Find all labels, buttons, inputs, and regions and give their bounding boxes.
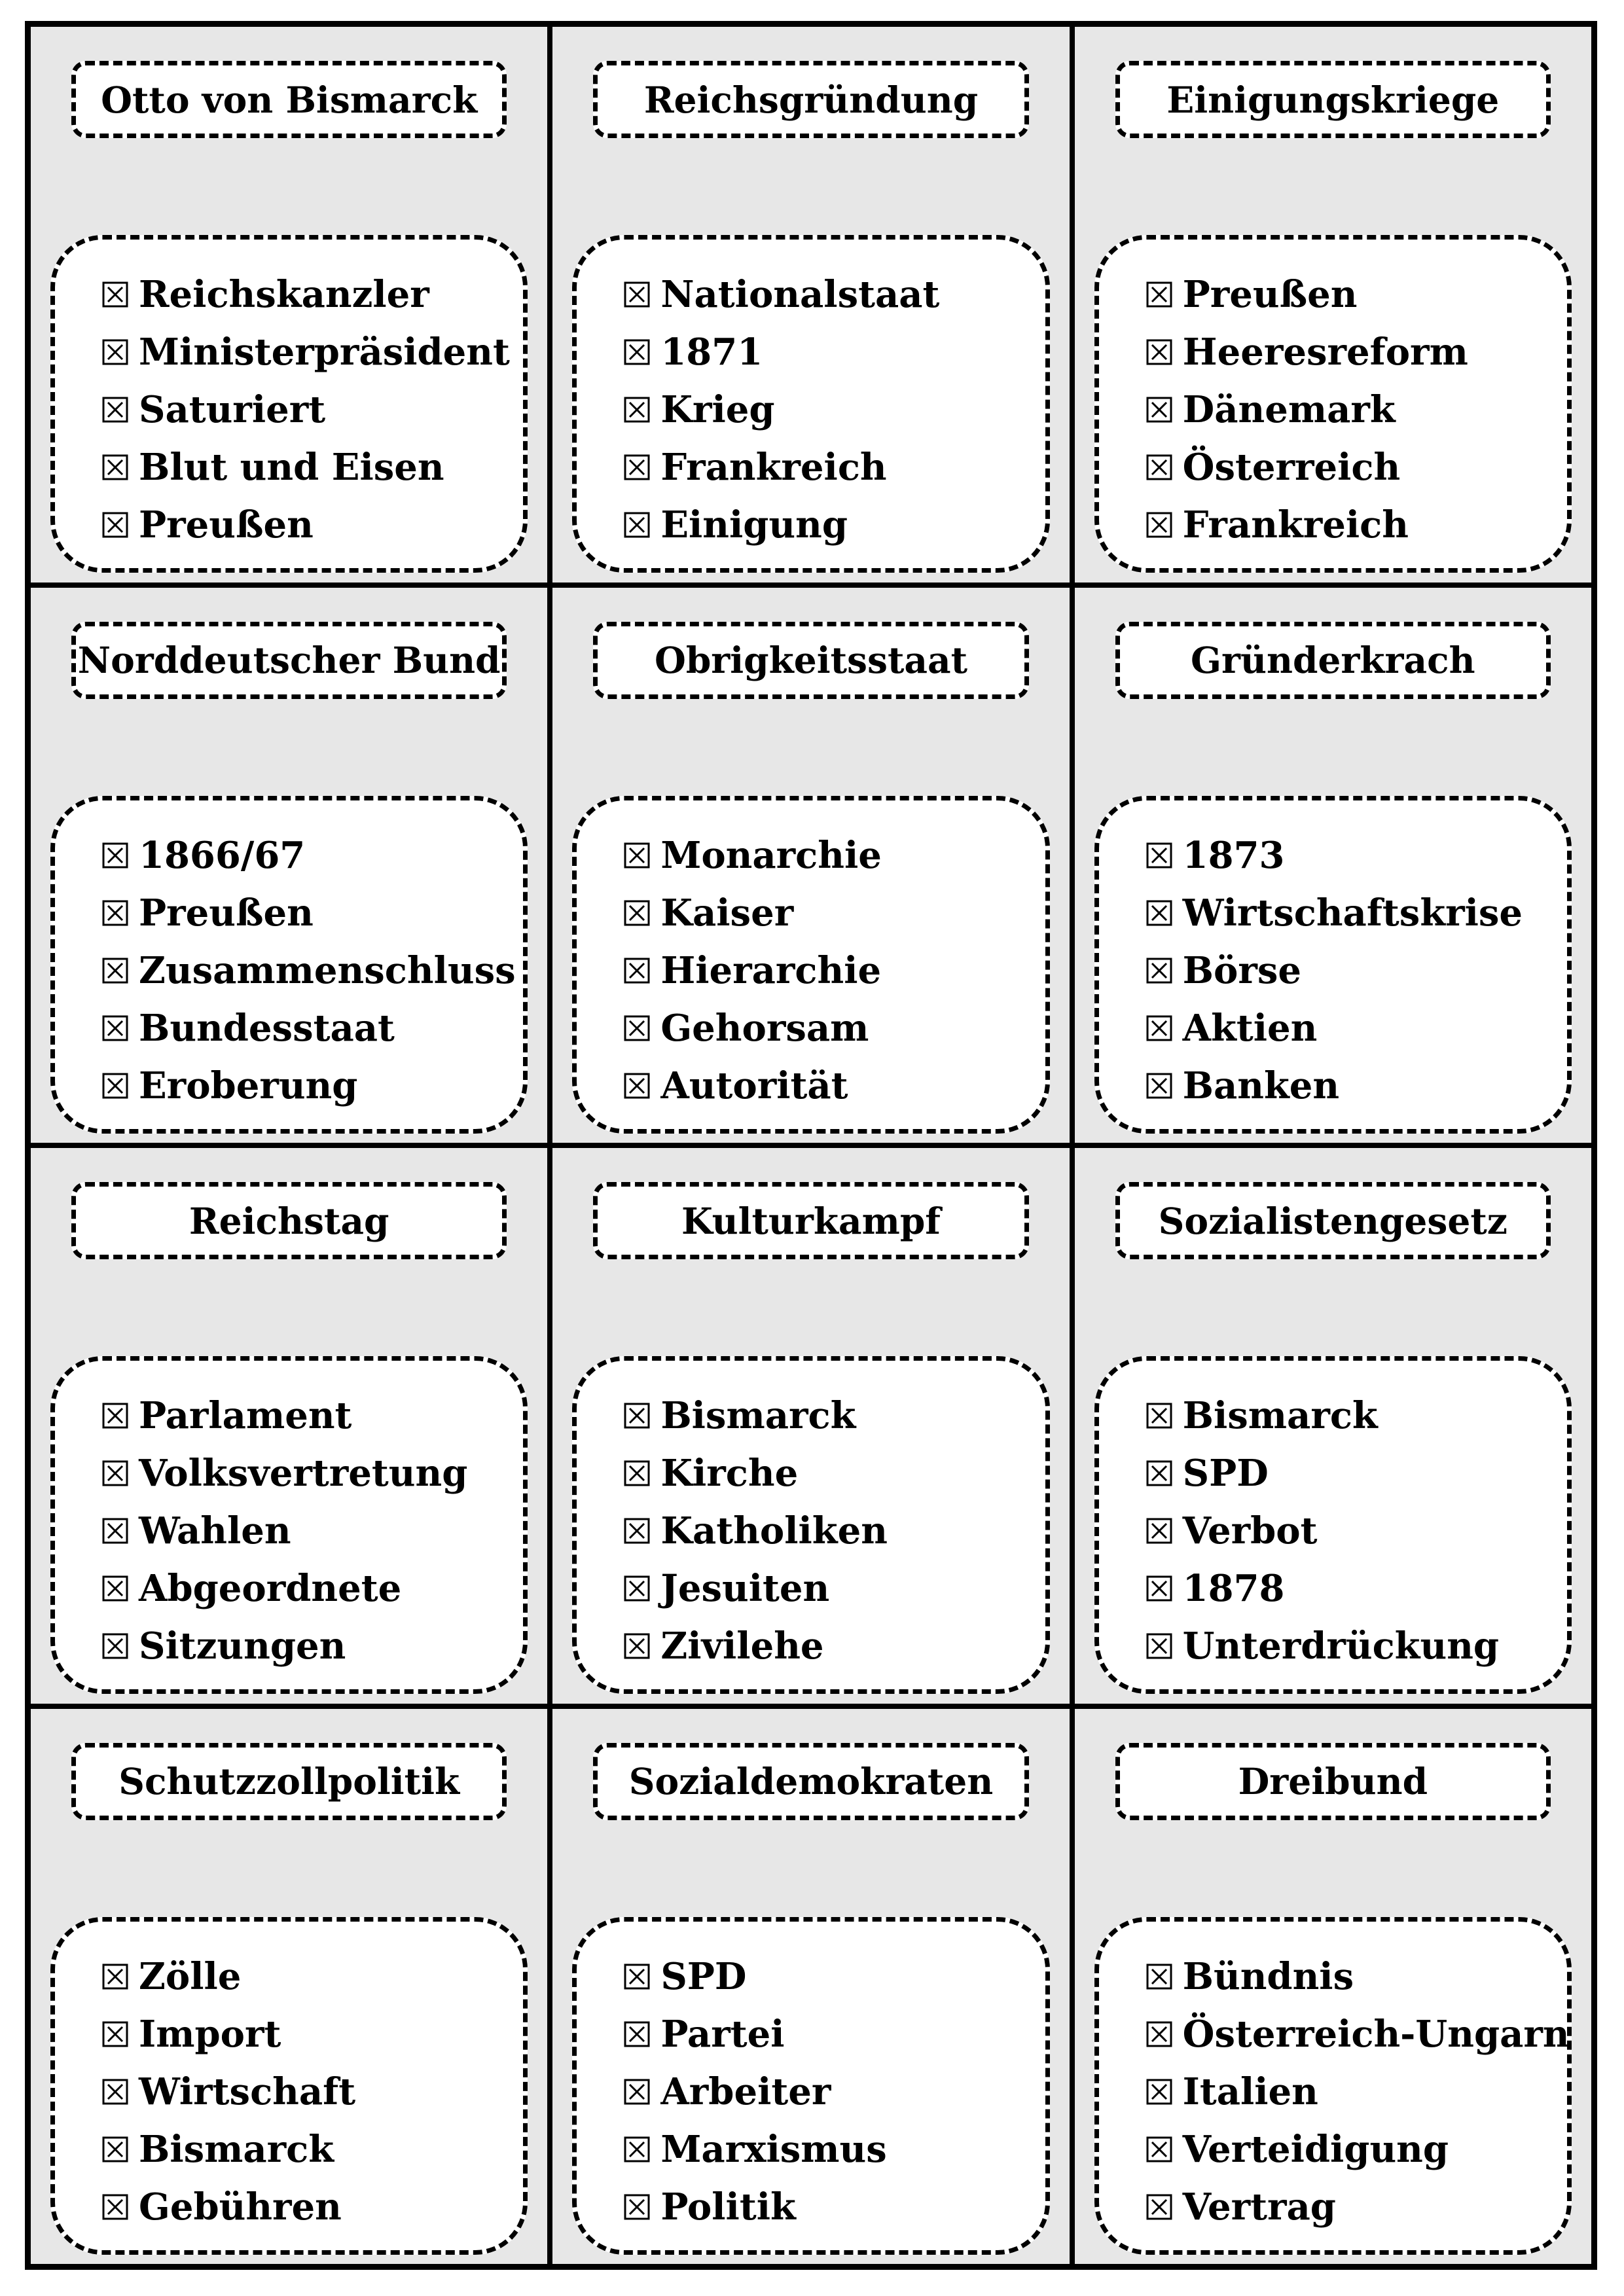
checkbox-crossed-icon <box>624 842 650 869</box>
checkbox-crossed-icon <box>624 397 650 423</box>
forbidden-term-label: Verbot <box>1182 1509 1318 1552</box>
forbidden-term-label: Zölle <box>139 1954 242 1998</box>
forbidden-term-label: SPD <box>660 1954 747 1998</box>
checkbox-crossed-icon <box>102 1015 128 1041</box>
checkbox-crossed-icon <box>1146 1518 1172 1544</box>
forbidden-term <box>624 1057 1045 1115</box>
taboo-card <box>1075 1709 1591 2265</box>
forbidden-term <box>102 496 523 554</box>
checkbox-crossed-icon <box>1146 1403 1172 1429</box>
checkbox-crossed-icon <box>1146 842 1172 869</box>
checkbox-crossed-icon <box>102 900 128 926</box>
forbidden-term <box>624 1502 1045 1560</box>
card-title: Dreibund <box>1115 1743 1551 1820</box>
forbidden-term <box>624 1444 1045 1502</box>
taboo-card <box>1075 1148 1591 1704</box>
forbidden-term <box>624 1560 1045 1617</box>
forbidden-term <box>102 1502 523 1560</box>
forbidden-term-label: Frankreich <box>1182 503 1409 547</box>
forbidden-term <box>102 942 523 999</box>
forbidden-term <box>1146 266 1567 323</box>
checkbox-crossed-icon <box>1146 2194 1172 2220</box>
checkbox-crossed-icon <box>1146 2021 1172 2047</box>
forbidden-term <box>102 266 523 323</box>
forbidden-term-label: Unterdrückung <box>1182 1624 1500 1668</box>
forbidden-term-label: Eroberung <box>139 1064 358 1107</box>
forbidden-term-label: Abgeordnete <box>139 1567 402 1610</box>
checkbox-crossed-icon <box>624 2079 650 2105</box>
checkbox-crossed-icon <box>1146 2136 1172 2162</box>
checkbox-crossed-icon <box>1146 1633 1172 1659</box>
checkbox-crossed-icon <box>624 2194 650 2220</box>
forbidden-terms-box <box>50 796 528 1134</box>
forbidden-term-label: Saturiert <box>139 388 326 431</box>
forbidden-term-label: Autorität <box>660 1064 848 1107</box>
checkbox-crossed-icon <box>1146 1964 1172 1990</box>
checkbox-crossed-icon <box>102 2079 128 2105</box>
checkbox-crossed-icon <box>624 1964 650 1990</box>
checkbox-crossed-icon <box>102 1460 128 1486</box>
forbidden-term-label: Frankreich <box>660 446 887 489</box>
forbidden-term-label: Gehorsam <box>660 1006 869 1050</box>
forbidden-term-label: Einigung <box>660 503 848 547</box>
forbidden-term <box>102 2005 523 2063</box>
checkbox-crossed-icon <box>1146 1073 1172 1099</box>
forbidden-term-label: Italien <box>1182 2070 1318 2113</box>
forbidden-term-label: 1878 <box>1182 1567 1285 1610</box>
forbidden-term <box>1146 1948 1567 2005</box>
checkbox-crossed-icon <box>624 2021 650 2047</box>
card-title: Einigungskriege <box>1115 61 1551 138</box>
forbidden-terms-box <box>1094 235 1572 573</box>
card-title: Norddeutscher Bund <box>71 622 507 699</box>
forbidden-term-label: Heeresreform <box>1182 331 1468 374</box>
checkbox-crossed-icon <box>102 2021 128 2047</box>
forbidden-term <box>102 1560 523 1617</box>
forbidden-term <box>624 439 1045 496</box>
forbidden-term <box>624 1617 1045 1675</box>
checkbox-crossed-icon <box>102 2194 128 2220</box>
forbidden-term <box>1146 323 1567 381</box>
taboo-card <box>552 27 1069 583</box>
forbidden-term-label: Import <box>139 2012 281 2056</box>
checkbox-crossed-icon <box>1146 454 1172 480</box>
checkbox-crossed-icon <box>1146 1575 1172 1602</box>
taboo-card <box>1075 27 1591 583</box>
checkbox-crossed-icon <box>102 281 128 308</box>
forbidden-term-label: Banken <box>1182 1064 1340 1107</box>
forbidden-term-label: Nationalstaat <box>660 273 940 316</box>
forbidden-term <box>624 381 1045 439</box>
forbidden-term-label: Volksvertretung <box>139 1452 468 1495</box>
forbidden-term-label: Jesuiten <box>660 1567 830 1610</box>
checkbox-crossed-icon <box>624 1518 650 1544</box>
taboo-card <box>552 1709 1069 2265</box>
forbidden-terms-box <box>1094 796 1572 1134</box>
forbidden-term-label: Vertrag <box>1182 2185 1336 2229</box>
card-title: Obrigkeitsstaat <box>593 622 1028 699</box>
forbidden-term-label: Wirtschaft <box>139 2070 356 2113</box>
checkbox-crossed-icon <box>1146 512 1172 538</box>
checkbox-crossed-icon <box>624 1460 650 1486</box>
taboo-card <box>31 27 547 583</box>
checkbox-crossed-icon <box>624 339 650 365</box>
forbidden-term-label: Arbeiter <box>660 2070 831 2113</box>
forbidden-terms-box <box>50 235 528 573</box>
checkbox-crossed-icon <box>1146 958 1172 984</box>
forbidden-term <box>1146 496 1567 554</box>
card-title: Sozialdemokraten <box>593 1743 1028 1820</box>
forbidden-term <box>624 999 1045 1057</box>
forbidden-term-label: Verteidigung <box>1182 2127 1449 2171</box>
forbidden-term-label: Bismarck <box>1182 1394 1378 1437</box>
taboo-card <box>31 1148 547 1704</box>
forbidden-term-label: Politik <box>660 2185 796 2229</box>
forbidden-term-label: Österreich-Ungarn <box>1182 2012 1570 2056</box>
checkbox-crossed-icon <box>624 1575 650 1602</box>
forbidden-term-label: Kirche <box>660 1452 799 1495</box>
taboo-card-sheet <box>25 21 1597 2270</box>
checkbox-crossed-icon <box>1146 1460 1172 1486</box>
forbidden-term-label: Bundesstaat <box>139 1006 395 1050</box>
forbidden-term-label: SPD <box>1182 1452 1269 1495</box>
forbidden-term-label: Hierarchie <box>660 948 882 992</box>
forbidden-term <box>1146 999 1567 1057</box>
forbidden-term <box>102 381 523 439</box>
forbidden-term <box>1146 2121 1567 2178</box>
checkbox-crossed-icon <box>102 1575 128 1602</box>
forbidden-term <box>1146 2063 1567 2121</box>
forbidden-term <box>1146 1560 1567 1617</box>
taboo-card <box>552 588 1069 1143</box>
forbidden-term <box>102 2178 523 2236</box>
forbidden-term-label: 1871 <box>660 331 763 374</box>
forbidden-term <box>102 1617 523 1675</box>
checkbox-crossed-icon <box>624 2136 650 2162</box>
forbidden-term-label: Reichskanzler <box>139 273 429 316</box>
card-title: Reichstag <box>71 1182 507 1259</box>
forbidden-term <box>1146 1502 1567 1560</box>
forbidden-term-label: Ministerpräsident <box>139 331 510 374</box>
forbidden-term <box>624 266 1045 323</box>
forbidden-term-label: Sitzungen <box>139 1624 346 1668</box>
checkbox-crossed-icon <box>624 512 650 538</box>
checkbox-crossed-icon <box>1146 1015 1172 1041</box>
checkbox-crossed-icon <box>624 1633 650 1659</box>
forbidden-term-label: Börse <box>1182 948 1301 992</box>
forbidden-term-label: Preußen <box>139 503 314 547</box>
checkbox-crossed-icon <box>1146 2079 1172 2105</box>
forbidden-term <box>1146 2178 1567 2236</box>
forbidden-term <box>624 2178 1045 2236</box>
forbidden-term <box>102 1387 523 1444</box>
forbidden-terms-box <box>1094 1356 1572 1694</box>
checkbox-crossed-icon <box>102 842 128 869</box>
forbidden-term-label: Preußen <box>1182 273 1358 316</box>
forbidden-term <box>624 1948 1045 2005</box>
forbidden-term <box>624 2005 1045 2063</box>
checkbox-crossed-icon <box>102 1073 128 1099</box>
forbidden-term-label: Monarchie <box>660 833 882 877</box>
forbidden-term <box>102 884 523 942</box>
forbidden-term <box>102 323 523 381</box>
checkbox-crossed-icon <box>102 454 128 480</box>
checkbox-crossed-icon <box>102 512 128 538</box>
forbidden-term-label: Zusammenschluss <box>139 948 516 992</box>
checkbox-crossed-icon <box>624 1015 650 1041</box>
forbidden-terms-box <box>572 1917 1049 2255</box>
forbidden-term-label: Parlament <box>139 1394 352 1437</box>
forbidden-term-label: Wirtschaftskrise <box>1182 891 1523 935</box>
forbidden-term-label: Wahlen <box>139 1509 291 1552</box>
forbidden-term-label: Marxismus <box>660 2127 887 2171</box>
forbidden-term <box>624 827 1045 884</box>
checkbox-crossed-icon <box>102 339 128 365</box>
forbidden-term <box>102 1948 523 2005</box>
checkbox-crossed-icon <box>624 1403 650 1429</box>
forbidden-term <box>1146 1057 1567 1115</box>
forbidden-term-label: Bismarck <box>660 1394 856 1437</box>
forbidden-term <box>1146 1617 1567 1675</box>
checkbox-crossed-icon <box>1146 281 1172 308</box>
forbidden-term-label: Partei <box>660 2012 785 2056</box>
checkbox-crossed-icon <box>624 281 650 308</box>
forbidden-term-label: Bismarck <box>139 2127 334 2171</box>
checkbox-crossed-icon <box>624 1073 650 1099</box>
checkbox-crossed-icon <box>1146 397 1172 423</box>
forbidden-term <box>1146 827 1567 884</box>
forbidden-term-label: Zivilehe <box>660 1624 824 1668</box>
forbidden-terms-box <box>572 235 1049 573</box>
forbidden-term-label: Blut und Eisen <box>139 446 444 489</box>
forbidden-term <box>102 827 523 884</box>
forbidden-term-label: Aktien <box>1182 1006 1318 1050</box>
card-title: Gründerkrach <box>1115 622 1551 699</box>
checkbox-crossed-icon <box>1146 339 1172 365</box>
forbidden-term <box>102 1444 523 1502</box>
taboo-card <box>31 1709 547 2265</box>
checkbox-crossed-icon <box>624 454 650 480</box>
forbidden-term <box>624 2063 1045 2121</box>
forbidden-term-label: Kaiser <box>660 891 794 935</box>
forbidden-term <box>624 2121 1045 2178</box>
forbidden-term-label: Gebühren <box>139 2185 342 2229</box>
forbidden-term <box>624 942 1045 999</box>
forbidden-term <box>624 323 1045 381</box>
card-title: Kulturkampf <box>593 1182 1028 1259</box>
checkbox-crossed-icon <box>102 1518 128 1544</box>
checkbox-crossed-icon <box>102 1403 128 1429</box>
forbidden-term <box>624 884 1045 942</box>
forbidden-term <box>1146 381 1567 439</box>
forbidden-term <box>102 1057 523 1115</box>
forbidden-term <box>102 439 523 496</box>
taboo-card <box>1075 588 1591 1143</box>
forbidden-term-label: Dänemark <box>1182 388 1396 431</box>
forbidden-term <box>1146 1387 1567 1444</box>
forbidden-terms-box <box>572 796 1049 1134</box>
taboo-card <box>31 588 547 1143</box>
forbidden-term <box>1146 1444 1567 1502</box>
forbidden-term <box>1146 2005 1570 2063</box>
checkbox-crossed-icon <box>102 397 128 423</box>
forbidden-term <box>1146 439 1567 496</box>
forbidden-term-label: 1873 <box>1182 833 1285 877</box>
card-title: Schutzzollpolitik <box>71 1743 507 1820</box>
checkbox-crossed-icon <box>624 900 650 926</box>
checkbox-crossed-icon <box>102 1633 128 1659</box>
card-title: Sozialistengesetz <box>1115 1182 1551 1259</box>
card-title: Reichsgründung <box>593 61 1028 138</box>
forbidden-term <box>102 2121 523 2178</box>
forbidden-term-label: Österreich <box>1182 446 1401 489</box>
checkbox-crossed-icon <box>102 2136 128 2162</box>
forbidden-terms-box <box>50 1356 528 1694</box>
forbidden-term-label: 1866/67 <box>139 833 306 877</box>
forbidden-term-label: Bündnis <box>1182 1954 1354 1998</box>
forbidden-term <box>624 1387 1045 1444</box>
forbidden-term-label: Preußen <box>139 891 314 935</box>
forbidden-term-label: Krieg <box>660 388 775 431</box>
forbidden-term <box>624 496 1045 554</box>
forbidden-term <box>102 2063 523 2121</box>
forbidden-terms-box <box>572 1356 1049 1694</box>
forbidden-term <box>1146 884 1567 942</box>
card-title: Otto von Bismarck <box>71 61 507 138</box>
taboo-card <box>552 1148 1069 1704</box>
checkbox-crossed-icon <box>1146 900 1172 926</box>
checkbox-crossed-icon <box>102 958 128 984</box>
forbidden-terms-box <box>1094 1917 1572 2255</box>
forbidden-term-label: Katholiken <box>660 1509 888 1552</box>
forbidden-terms-box <box>50 1917 528 2255</box>
checkbox-crossed-icon <box>102 1964 128 1990</box>
checkbox-crossed-icon <box>624 958 650 984</box>
forbidden-term <box>1146 942 1567 999</box>
forbidden-term <box>102 999 523 1057</box>
